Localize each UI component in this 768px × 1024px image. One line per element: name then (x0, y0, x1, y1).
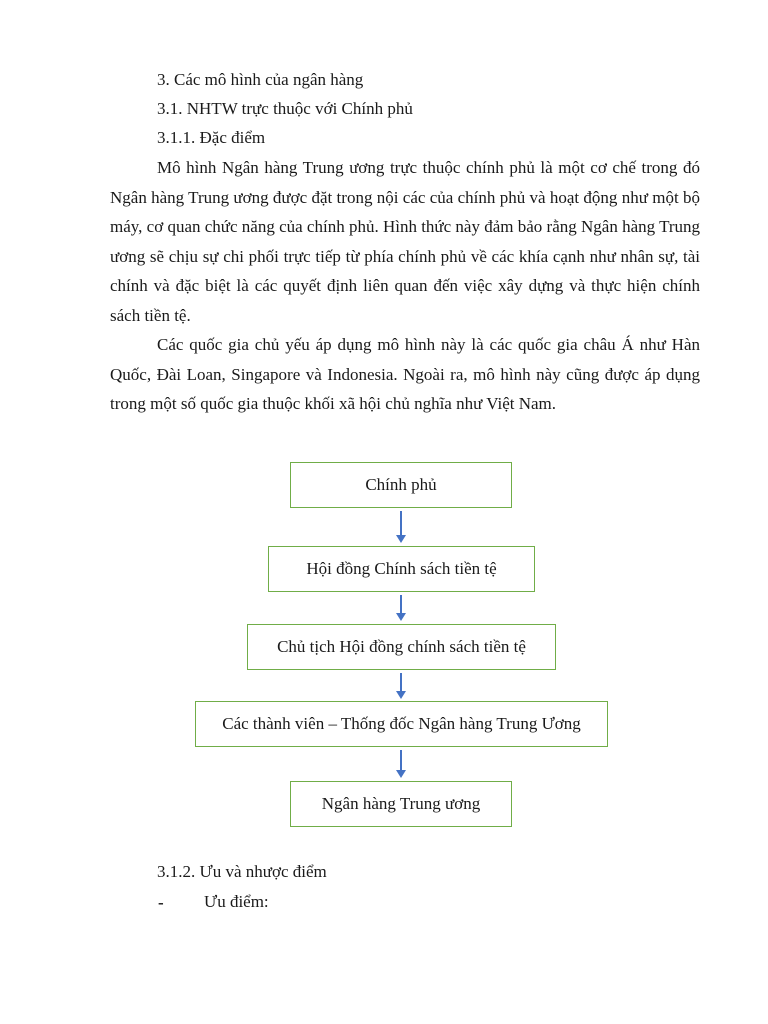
heading-section-3-1-1: 3.1.1. Đặc điểm (157, 128, 266, 147)
flow-box-central-bank: Ngân hàng Trung ương (290, 781, 512, 827)
paragraph-countries: Các quốc gia chủ yếu áp dụng mô hình này là các quốc gia châu Á như Hàn Quốc, Đài Loan, Singapore và Indonesia. Ngoài ra, mô hình này cũng được áp dụng trong một số quốc gia thuộc khối xã hội chủ nghĩa như Việt Nam. (110, 335, 700, 413)
arrow-head-icon (396, 535, 406, 543)
flow-arrow-4 (400, 750, 402, 776)
arrow-head-icon (396, 613, 406, 621)
flow-box-members-governor: Các thành viên – Thống đốc Ngân hàng Trung Ương (195, 701, 608, 747)
arrow-head-icon (396, 770, 406, 778)
heading-section-3-1: 3.1. NHTW trực thuộc với Chính phủ (157, 99, 413, 118)
flow-box-council-chairman: Chủ tịch Hội đồng chính sách tiền tệ (247, 624, 556, 670)
paragraph-description: Mô hình Ngân hàng Trung ương trực thuộc chính phủ là một cơ chế trong đó Ngân hàng Trung ương được đặt trong nội các của chính phủ và hoạt động như một bộ máy, cơ quan chức năng của chính phủ. Hình thức này đảm bảo rằng Ngân hàng Trung ương sẽ chịu sự chi phối trực tiếp từ phía chính phủ về các khía cạnh như nhân sự, tài chính và đặc biệt là các quyết định liên quan đến việc xây dựng và thực hiện chính sách tiền tệ. (110, 158, 701, 325)
flow-arrow-1 (400, 511, 402, 541)
heading-section-3-1-2: 3.1.2. Ưu và nhược điểm (157, 862, 327, 881)
arrow-head-icon (396, 691, 406, 699)
flow-box-government: Chính phủ (290, 462, 512, 508)
list-bullet: - (158, 893, 164, 912)
heading-section-3: 3. Các mô hình của ngân hàng (157, 70, 364, 89)
flow-arrow-3 (400, 673, 402, 697)
flow-arrow-2 (400, 595, 402, 619)
list-item-advantages: Ưu điểm: (204, 892, 269, 911)
flow-box-monetary-council: Hội đồng Chính sách tiền tệ (268, 546, 535, 592)
